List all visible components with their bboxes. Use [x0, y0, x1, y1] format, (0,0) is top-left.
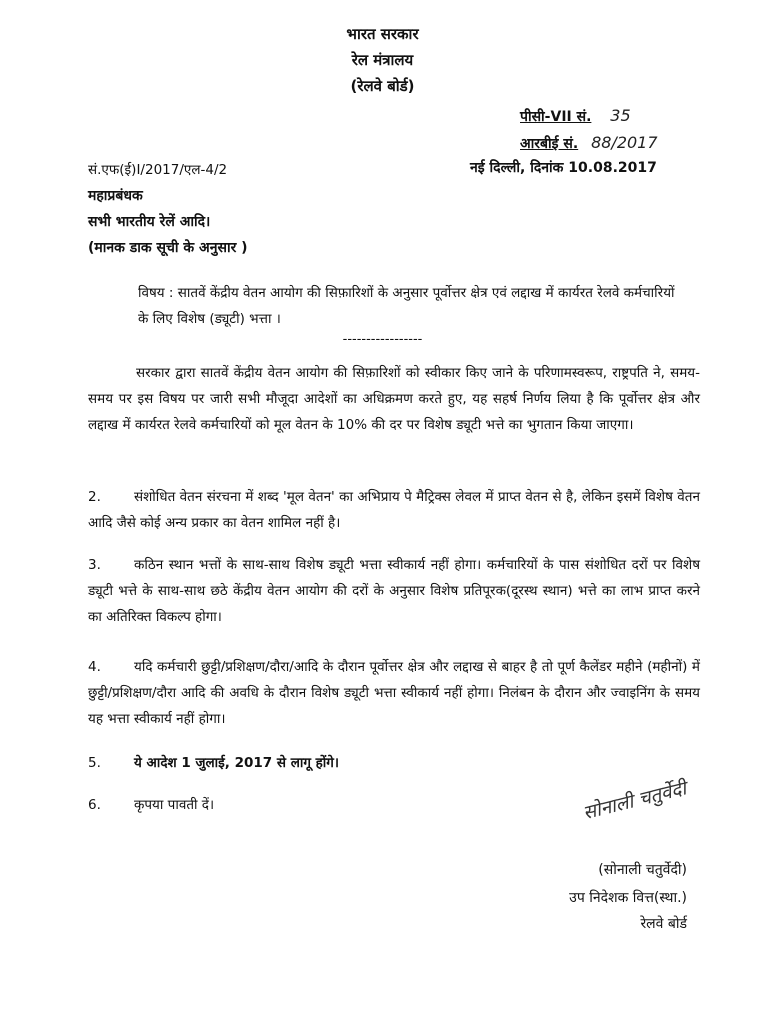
addressee-line2: सभी भारतीय रेलें आदि। — [88, 214, 211, 230]
paragraph-1 — [88, 360, 700, 438]
file-number: सं.एफ(ई)I/2017/एल-4/2 — [88, 162, 228, 178]
paragraph-number: 5. — [88, 755, 101, 771]
paragraph-number: 2. — [88, 489, 101, 505]
rbe-ref-number: 88/2017 — [591, 133, 658, 152]
paragraph-4 — [88, 654, 700, 732]
signatory-office: रेलवे बोर्ड — [640, 916, 687, 932]
paragraph-number: 6. — [88, 797, 101, 813]
rbe-ref — [520, 133, 658, 153]
signatory-designation: उप निदेशक वित्त(स्था.) — [569, 890, 687, 906]
signatory-name: (सोनाली चतुर्वेदी) — [598, 862, 687, 878]
ministry-heading: रेल मंत्रालय — [351, 51, 414, 69]
paragraph-2 — [88, 484, 700, 536]
govt-heading: भारत सरकार — [346, 25, 419, 43]
subject-label: विषय : — [138, 285, 174, 301]
paragraph-number: 4. — [88, 659, 101, 675]
paragraph-text: ये आदेश 1 जुलाई, 2017 से लागू होंगे। — [134, 755, 340, 771]
rbe-ref-label: आरबीई सं. — [520, 136, 579, 152]
paragraph-text: संशोधित वेतन संरचना में शब्द 'मूल वेतन' का अभिप्राय पे मैट्रिक्स लेवल में प्राप्त वेतन से है, लेकिन इसमें विशेष वेतन आदि जैसे कोई अन्य प्रकार का वेतन शामिल नहीं है। — [88, 489, 700, 531]
paragraph-text: कृपया पावती दें। — [134, 797, 215, 813]
paragraph-text: यदि कर्मचारी छुट्टी/प्रशिक्षण/दौरा/आदि के दौरान पूर्वोत्तर क्षेत्र और लद्दाख से बाहर है तो पूर्ण कैलेंडर महीने (महीनों) में छुट्टी/प्रशिक्षण/दौरा आदि की अवधि के दौरान विशेष ड्यूटी भत्ता स्वीकार्य नहीं होगा। निलंबन के दौरान और ज्वाइनिंग के समय यह भत्ता स्वीकार्य नहीं होगा। — [88, 659, 700, 727]
pc-ref-label: पीसी-VII सं. — [520, 109, 592, 125]
board-heading: (रेलवे बोर्ड) — [350, 77, 415, 95]
signature-scrawl: सोनाली चतुर्वेदी — [580, 777, 689, 825]
subject-divider: ----------------- — [342, 332, 423, 347]
subject — [138, 280, 678, 332]
paragraph-5 — [88, 750, 700, 776]
paragraph-text: कठिन स्थान भत्तों के साथ-साथ विशेष ड्यूटी भत्ता स्वीकार्य नहीं होगा। कर्मचारियों के पास संशोधित दरों पर विशेष ड्यूटी भत्ते के साथ-साथ छठे केंद्रीय वेतन आयोग की दरों के अनुसार विशेष प्रतिपूरक(दूरस्थ स्थान) भत्ते का लाभ प्राप्त करने का अतिरिक्त विकल्प होगा। — [88, 557, 700, 625]
addressee-line3: (मानक डाक सूची के अनुसार ) — [88, 240, 248, 256]
pc-ref — [520, 106, 631, 126]
paragraph-3 — [88, 552, 700, 630]
paragraph-text: सरकार द्वारा सातवें केंद्रीय वेतन आयोग की सिफ़ारिशों को स्वीकार किए जाने के परिणामस्वरूप, राष्ट्रपति ने, समय-समय पर इस विषय पर जारी सभी मौजूदा आदेशों का अधिक्रमण करते हुए, यह सहर्ष निर्णय लिया है कि पूर्वोत्तर क्षेत्र और लद्दाख में कार्यरत रेलवे कर्मचारियों को मूल वेतन के 10% की दर पर विशेष ड्यूटी भत्ते का भुगतान किया जाएगा। — [88, 365, 700, 433]
pc-ref-number: 35 — [610, 106, 631, 125]
place-date: नई दिल्ली, दिनांक 10.08.2017 — [470, 160, 657, 176]
subject-text: सातवें केंद्रीय वेतन आयोग की सिफ़ारिशों के अनुसार पूर्वोत्तर क्षेत्र एवं लद्दाख में कार्यरत रेलवे कर्मचारियों के लिए विशेष (ड्यूटी) भत्ता । — [138, 285, 675, 327]
addressee-line1: महाप्रबंधक — [88, 188, 143, 204]
paragraph-number: 3. — [88, 557, 101, 573]
